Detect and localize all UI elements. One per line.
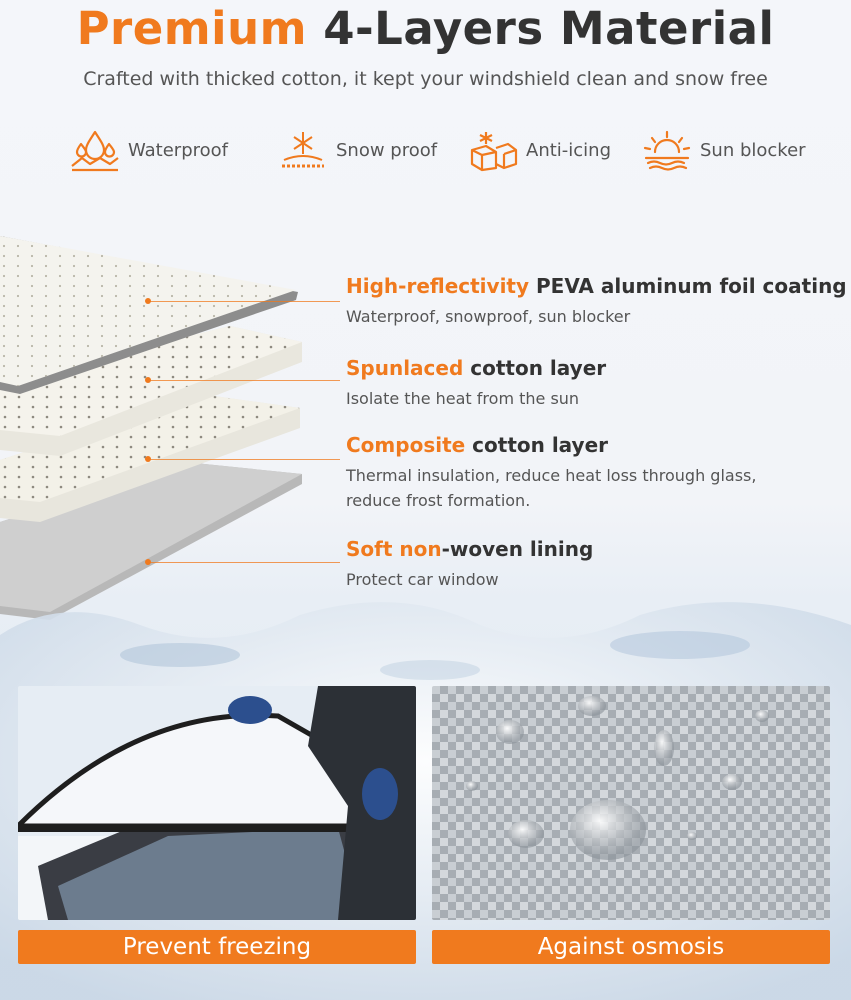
callout-highlight: Spunlaced (346, 356, 464, 380)
callout-rest: PEVA aluminum foil coating (529, 274, 847, 298)
callout-description: Waterproof, snowproof, sun blocker (346, 307, 631, 326)
feature-sun-blocker (640, 128, 806, 172)
feature-snow-proof (276, 128, 437, 172)
feature-waterproof (68, 128, 228, 172)
leader-line (150, 562, 340, 563)
callout-description-line: Thermal insulation, reduce heat loss through glass, (346, 466, 757, 485)
fabric-droplets-image (432, 686, 830, 920)
feature-label: Snow proof (336, 139, 438, 161)
photo-prevent-freezing (18, 686, 416, 920)
callout-composite (346, 433, 756, 513)
subtitle: Crafted with thicked cotton, it kept your windshield clean and snow free (83, 68, 768, 90)
feature-label: Waterproof (128, 139, 229, 161)
callout-highlight: Composite (346, 433, 466, 457)
page-title (0, 2, 851, 55)
title-highlight: Premium (76, 2, 308, 55)
feature-row (0, 128, 851, 178)
caption-prevent-freezing: Prevent freezing (18, 930, 416, 964)
windshield-cover-image (18, 686, 416, 920)
feature-label: Sun blocker (700, 139, 806, 161)
callout-rest: -woven lining (441, 537, 594, 561)
waterproof-icon (68, 128, 122, 172)
callout-description (346, 463, 756, 513)
callout-heading (346, 537, 593, 561)
callout-heading (346, 433, 756, 457)
callout-heading (346, 274, 847, 298)
callout-description-line: reduce frost formation. (346, 491, 531, 510)
ice-cube-icon (466, 128, 520, 172)
leader-line (150, 301, 340, 302)
caption-against-osmosis: Against osmosis (432, 930, 830, 964)
leader-line (150, 459, 340, 460)
callout-heading (346, 356, 606, 380)
callout-description: Isolate the heat from the sun (346, 389, 580, 408)
feature-label: Anti-icing (526, 139, 612, 161)
title-rest: 4-Layers Material (323, 2, 775, 55)
callout-rest: cotton layer (463, 356, 607, 380)
photo-against-osmosis (432, 686, 830, 920)
callout-description: Protect car window (346, 570, 499, 589)
snowflake-icon (276, 128, 330, 172)
sun-icon (640, 128, 694, 172)
callout-spunlaced (346, 356, 606, 411)
callout-highlight: High-reflectivity (346, 274, 530, 298)
callout-highlight: Soft non (346, 537, 442, 561)
callout-rest: cotton layer (465, 433, 609, 457)
leader-line (150, 380, 340, 381)
callout-foil (346, 274, 847, 329)
feature-anti-icing (466, 128, 611, 172)
